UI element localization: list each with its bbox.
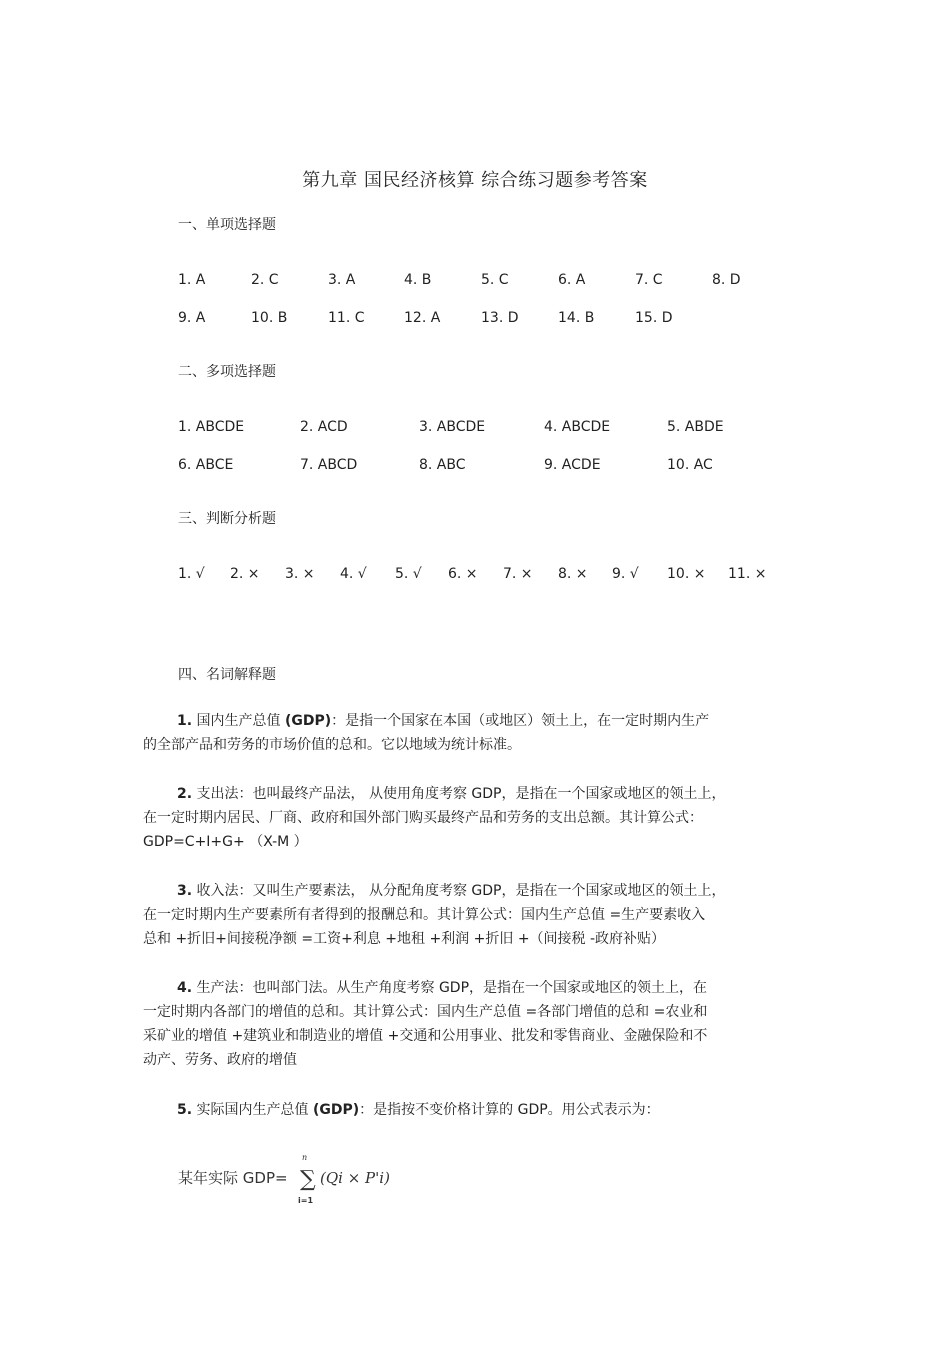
answer-item: 5. C — [481, 272, 509, 288]
term-number: 4. — [177, 980, 193, 996]
answer-item: 7. C — [635, 272, 663, 288]
real-gdp-formula — [178, 1152, 408, 1208]
term-1-line-2: 的全部产品和劳务的市场价值的总和。它以地域为统计标准。 — [143, 737, 521, 753]
term-text: ：是指一个国家在本国（或地区）领土上，在一定时期内生产 — [331, 713, 710, 729]
answer-item: 6. × — [448, 566, 478, 582]
term-2-line-1 — [143, 782, 803, 806]
term-number: 3. — [177, 883, 193, 899]
term-3-line-2: 在一定时期内生产要素所有者得到的报酬总和。其计算公式：国内生产总值 =生产要素收入 — [143, 907, 706, 923]
term-text: 实际国内生产总值 — [192, 1102, 313, 1118]
term-2 — [143, 782, 803, 854]
section-heading-terms: 四、名词解释题 — [178, 667, 276, 683]
term-text: 生产法：也叫部门法。从生产角度考察 GDP，是指在一个国家或地区的领土上，在 — [192, 980, 708, 996]
term-3-line-3: 总和 +折旧+间接税净额 =工资+利息 +地租 +利润 +折旧 +（间接税 -政府补贴） — [143, 931, 666, 947]
answer-item: 10. B — [251, 310, 288, 326]
term-4-line-1 — [143, 976, 803, 1000]
answer-item: 12. A — [404, 310, 441, 326]
answer-item: 8. × — [558, 566, 588, 582]
term-2-line-2: 在一定时期内居民、厂商、政府和国外部门购买最终产品和劳务的支出总额。其计算公式： — [143, 810, 703, 826]
term-2-line-3: GDP=C+I+G+ （X-M ） — [143, 834, 308, 850]
answer-item: 15. D — [635, 310, 673, 326]
term-1 — [143, 709, 803, 757]
term-text: ：是指按不变价格计算的 GDP。用公式表示为： — [359, 1102, 660, 1118]
answer-item: 3. ABCDE — [419, 419, 486, 435]
term-text: 收入法：又叫生产要素法， 从分配角度考察 GDP，是指在一个国家或地区的领土上， — [192, 883, 726, 899]
section-heading-single-choice: 一、单项选择题 — [178, 217, 276, 233]
answer-item: 1. √ — [178, 566, 205, 582]
answer-item: 5. ABDE — [667, 419, 724, 435]
term-5-line-1 — [143, 1098, 803, 1122]
answer-item: 8. D — [712, 272, 741, 288]
answer-item: 4. ABCDE — [544, 419, 611, 435]
term-text: 支出法：也叫最终产品法， 从使用角度考察 GDP，是指在一个国家或地区的领土上， — [192, 786, 726, 802]
term-1-line-1 — [143, 709, 803, 733]
formula-sum-top: n — [302, 1153, 308, 1162]
answer-item: 4. √ — [340, 566, 367, 582]
term-abbrev: (GDP) — [284, 713, 332, 729]
answer-item: 6. ABCE — [178, 457, 234, 473]
section-heading-judgment: 三、判断分析题 — [178, 511, 276, 527]
term-3-line-1 — [143, 879, 803, 903]
term-text: 国内生产总值 — [192, 713, 285, 729]
page-title: 第九章 国民经济核算 综合练习题参考答案 — [302, 170, 648, 191]
answer-item: 13. D — [481, 310, 519, 326]
term-number: 1. — [177, 713, 193, 729]
term-4-line-4: 动产、劳务、政府的增值 — [143, 1052, 297, 1068]
answer-item: 9. ACDE — [544, 457, 601, 473]
answer-item: 1. ABCDE — [178, 419, 245, 435]
term-4-line-3: 采矿业的增值 +建筑业和制造业的增值 +交通和公用事业、批发和零售商业、金融保险和不 — [143, 1028, 708, 1044]
multi-choice-row-2 — [178, 457, 798, 477]
answer-item: 1. A — [178, 272, 206, 288]
term-number: 2. — [177, 786, 193, 802]
answer-item: 7. × — [503, 566, 533, 582]
term-4-line-2: 一定时期内各部门的增值的总和。其计算公式：国内生产总值 =各部门增值的总和 =农业和 — [143, 1004, 708, 1020]
answer-item: 2. C — [251, 272, 279, 288]
formula-rhs: (Qi × P'i) — [320, 1169, 390, 1187]
formula-lhs: 某年实际 GDP= — [178, 1169, 288, 1187]
term-4 — [143, 976, 803, 1072]
answer-item: 5. √ — [395, 566, 422, 582]
multi-choice-row-1 — [178, 419, 798, 439]
answer-item: 8. ABC — [419, 457, 466, 473]
answer-item: 9. √ — [612, 566, 639, 582]
answer-item: 4. B — [404, 272, 432, 288]
answer-item: 7. ABCD — [300, 457, 358, 473]
answer-item: 2. × — [230, 566, 260, 582]
answer-item: 3. × — [285, 566, 315, 582]
term-abbrev: (GDP) — [312, 1102, 360, 1118]
section-heading-multi-choice: 二、多项选择题 — [178, 364, 276, 380]
answer-item: 14. B — [558, 310, 595, 326]
term-number: 5. — [177, 1102, 193, 1118]
single-choice-row-2 — [178, 310, 798, 330]
answer-item: 2. ACD — [300, 419, 348, 435]
answer-item: 10. × — [667, 566, 706, 582]
term-5 — [143, 1098, 803, 1122]
answer-item: 3. A — [328, 272, 356, 288]
answer-item: 11. C — [328, 310, 365, 326]
answer-item: 6. A — [558, 272, 586, 288]
term-3 — [143, 879, 803, 951]
formula-sum-bottom: i=1 — [298, 1196, 314, 1205]
answer-item: 9. A — [178, 310, 206, 326]
answer-item: 11. × — [728, 566, 767, 582]
single-choice-row-1 — [178, 272, 798, 292]
answer-item: 10. AC — [667, 457, 713, 473]
judgment-row — [178, 566, 798, 586]
sigma-icon: ∑ — [300, 1167, 316, 1192]
